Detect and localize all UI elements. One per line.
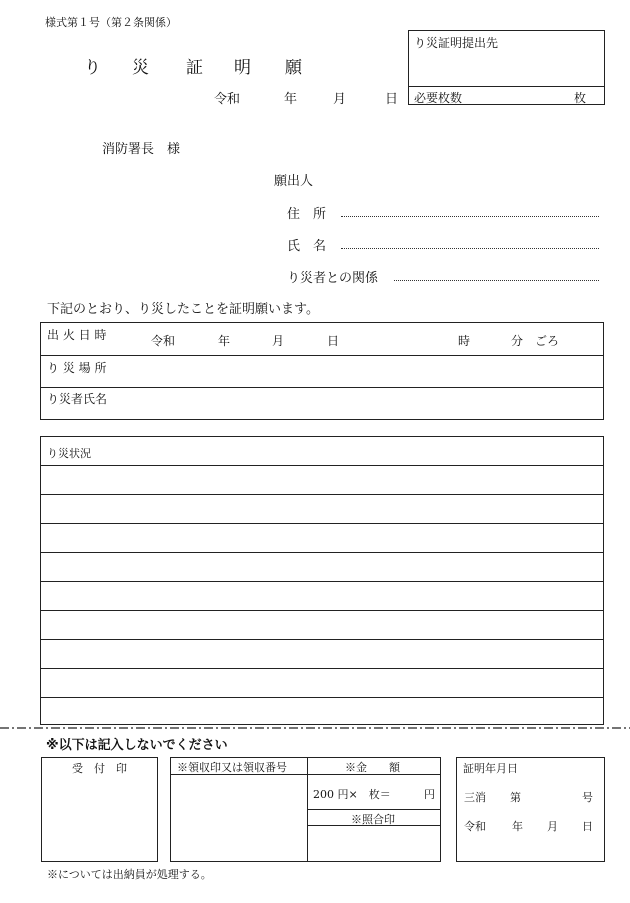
title-char-1: り: [84, 58, 101, 78]
incident-table: [40, 322, 604, 420]
name-label: 氏 名: [287, 239, 327, 254]
submission-box[interactable]: [408, 30, 605, 105]
fire-datetime-label: 出 火 日 時: [47, 328, 107, 342]
fire-era: 令和: [151, 334, 176, 348]
title-char-3: 証: [186, 58, 203, 78]
cert-day-label: 日: [582, 820, 593, 833]
fire-minute-label: 分 ごろ: [511, 334, 560, 348]
date-era: 令和: [214, 92, 241, 107]
cut-line: [0, 726, 630, 730]
reception-stamp-box[interactable]: [41, 757, 158, 862]
address-label: 住 所: [287, 207, 327, 222]
relation-label: り災者との関係: [287, 271, 379, 286]
cert-prefix: 三消: [464, 791, 486, 804]
office-notice: ※以下は記入しないでください: [46, 738, 228, 753]
applicant-heading: 願出人: [274, 174, 314, 189]
amount-formula: 200 円× 枚＝: [313, 788, 391, 801]
cert-go: 号: [582, 791, 593, 804]
situation-table[interactable]: [40, 436, 604, 725]
situation-label: り災状況: [47, 447, 91, 460]
relation-field[interactable]: [394, 280, 599, 281]
amount-unit: 円: [424, 788, 435, 801]
date-year-label: 年: [284, 92, 298, 107]
reception-stamp-label: 受 付 印: [72, 762, 127, 775]
form-number: 様式第１号（第２条関係）: [45, 16, 177, 29]
name-field[interactable]: [341, 248, 599, 249]
address-field[interactable]: [341, 216, 599, 217]
cert-dai: 第: [510, 791, 521, 804]
check-stamp-label: ※照合印: [351, 813, 395, 826]
cert-month-label: 月: [547, 820, 558, 833]
required-count-unit: 枚: [574, 91, 587, 105]
fire-month-label: 月: [272, 334, 285, 348]
title-char-5: 願: [285, 58, 302, 78]
request-sentence: 下記のとおり、り災したことを証明願います。: [47, 302, 319, 317]
submission-destination-label: り災証明提出先: [414, 36, 499, 50]
required-count-label: 必要枚数: [414, 91, 463, 105]
title-char-4: 明: [234, 58, 251, 78]
cert-date-label: 証明年月日: [463, 762, 518, 775]
fire-day-label: 日: [327, 334, 340, 348]
victim-name-label: り災者氏名: [47, 392, 108, 406]
date-day-label: 日: [385, 92, 399, 107]
cert-year-label: 年: [512, 820, 523, 833]
amount-label: ※金 額: [345, 761, 400, 774]
footnote: ※については出納員が処理する。: [47, 868, 212, 881]
receipt-box[interactable]: [170, 757, 441, 862]
cert-era: 令和: [464, 820, 486, 833]
receipt-label: ※領収印又は領収番号: [177, 761, 287, 774]
certification-date-box[interactable]: [456, 757, 605, 862]
location-label: り 災 場 所: [47, 361, 107, 375]
date-month-label: 月: [333, 92, 347, 107]
fire-year-label: 年: [218, 334, 231, 348]
fire-hour-label: 時: [458, 334, 471, 348]
title-char-2: 災: [132, 58, 149, 78]
addressee: 消防署長 様: [102, 142, 181, 157]
